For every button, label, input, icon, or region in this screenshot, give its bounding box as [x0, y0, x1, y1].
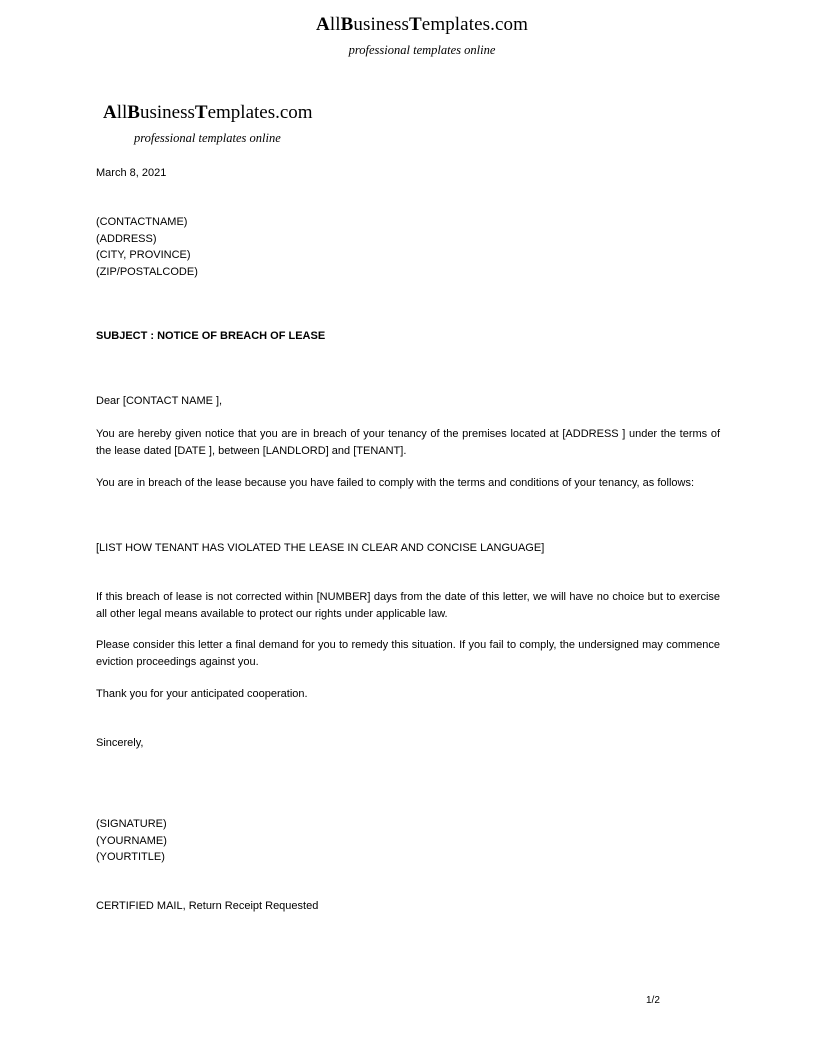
body-tagline: professional templates online: [134, 131, 281, 145]
paragraph-thanks: Thank you for your anticipated cooperation.: [96, 688, 308, 700]
recipient-address: (ADDRESS): [96, 232, 157, 245]
paragraph-notice: You are hereby given notice that you are in breach of your tenancy of the premises located at [ADDRESS ] under the terms of the lease dated [DATE ], between [LANDLORD] and [TENANT].: [96, 428, 720, 457]
header-logo: AllBusinessTemplates.com: [316, 14, 528, 35]
certified-mail-note: CERTIFIED MAIL, Return Receipt Requested: [96, 900, 319, 912]
page-number: 1/2: [646, 995, 660, 1006]
paragraph-correction: If this breach of lease is not corrected within [NUMBER] days from the date of this letter, we will have no choice but to exercise all other legal means available to protect our rights under applicable law.: [96, 591, 720, 620]
body-logo: AllBusinessTemplates.com: [103, 102, 313, 123]
signer-name: (YOURNAME): [96, 834, 167, 847]
letter-closing: Sincerely,: [96, 737, 144, 749]
paragraph-violation-list: [LIST HOW TENANT HAS VIOLATED THE LEASE IN CLEAR AND CONCISE LANGUAGE]: [96, 542, 545, 554]
header-tagline: professional templates online: [348, 43, 496, 57]
paragraph-breach: You are in breach of the lease because you have failed to comply with the terms and conditions of your tenancy, as follows:: [96, 477, 695, 489]
recipient-contact-name: (CONTACTNAME): [96, 216, 188, 228]
recipient-zip: (ZIP/POSTALCODE): [96, 265, 198, 278]
letter-date: March 8, 2021: [96, 167, 167, 179]
signature-block: [96, 816, 720, 866]
recipient-block: [96, 214, 720, 280]
letter-subject: SUBJECT : NOTICE OF BREACH OF LEASE: [96, 330, 326, 342]
signature-line: (SIGNATURE): [96, 818, 167, 830]
signer-title: (YOURTITLE): [96, 851, 165, 863]
paragraph-final-demand: Please consider this letter a final demand for you to remedy this situation. If you fail to comply, the undersigned may commence eviction proceedings against you.: [96, 639, 720, 668]
recipient-city: (CITY, PROVINCE): [96, 249, 191, 261]
letter-salutation: Dear [CONTACT NAME ],: [96, 395, 223, 407]
